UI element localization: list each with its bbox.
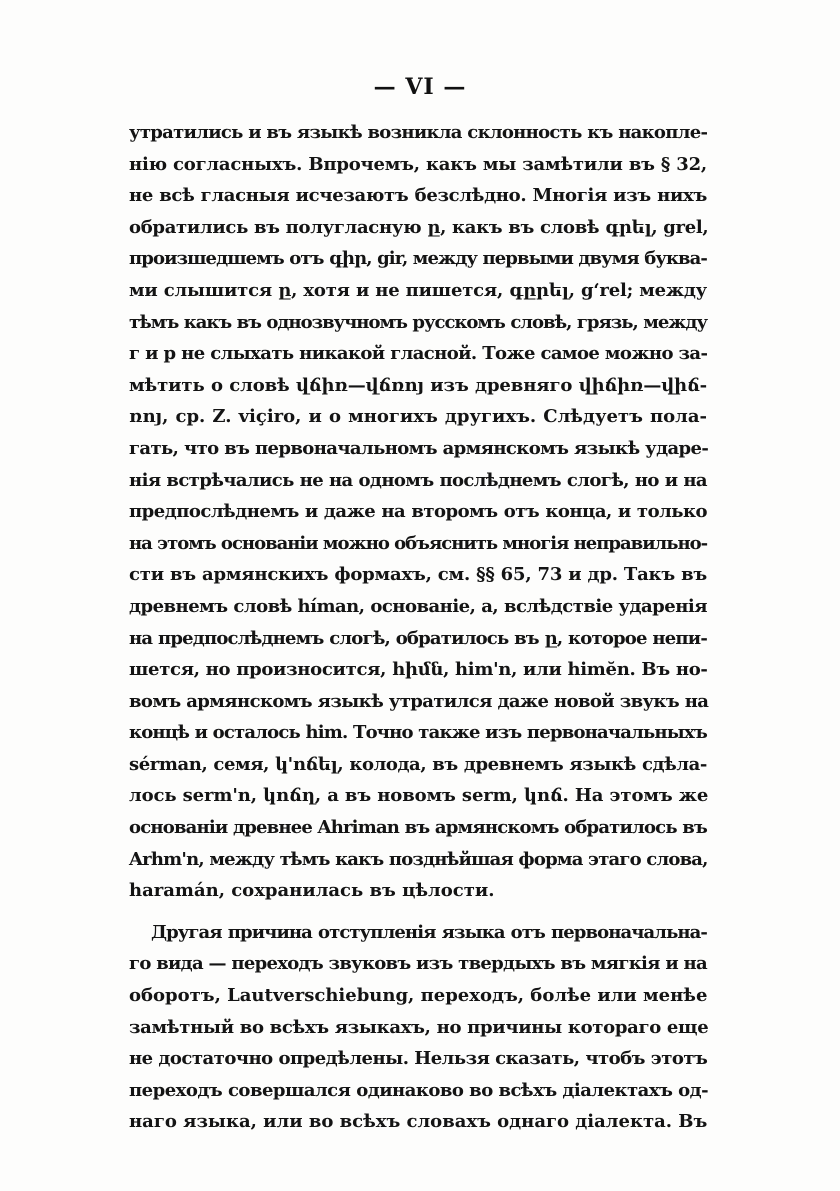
text-line: основаніи древнее Ahriman въ армянскомъ обратилось въ bbox=[129, 817, 707, 839]
paragraph-gap bbox=[129, 907, 707, 917]
text-line: haramán, сохранилась въ цѣлости. bbox=[129, 880, 495, 902]
text-line: г и р не слыхать никакой гласной. Тоже самое можно за- bbox=[129, 343, 708, 365]
text-line: переходъ совершался одинаково во всѣхъ діалектахъ од- bbox=[129, 1079, 709, 1101]
text-line: гать, что въ первоначальномъ армянскомъ языкѣ ударе- bbox=[129, 437, 709, 459]
text-line: не всѣ гласныя исчезаютъ безслѣдно. Многія изъ нихъ bbox=[129, 185, 707, 207]
paragraph bbox=[129, 117, 707, 907]
text-line: древнемъ словѣ híman, основаніе, a, вслѣдствіе ударенія bbox=[129, 595, 707, 617]
text-line: sérman, семя, կ'ոճել, колода, въ древнемъ языкѣ сдѣла- bbox=[129, 753, 707, 775]
text-line: мѣтить о словѣ վճիռ—վճռոյ изъ древняго վիճիռ—վիճ- bbox=[129, 374, 707, 396]
text-line: го вида — переходъ звуковъ изъ твердыхъ въ мягкія и на bbox=[129, 953, 707, 975]
text-line: Другая причина отступленія языка отъ первоначальна- bbox=[151, 921, 707, 943]
text-line: концѣ и осталось him. Точно также изъ первоначальныхъ bbox=[129, 722, 707, 744]
text-line: наго языка, или во всѣхъ словахъ однаго діалекта. Въ bbox=[129, 1111, 708, 1133]
text-line: лось serm'n, կոճղ, а въ новомъ serm, կոճ. На этомъ же bbox=[129, 785, 709, 807]
text-line: утратились и въ языкѣ возникла склонность къ накопле- bbox=[129, 122, 708, 143]
text-line: вомъ армянскомъ языкѣ утратился даже новой звукъ на bbox=[129, 690, 709, 712]
paragraph bbox=[129, 917, 707, 1138]
text-line: произшедшемъ отъ գիր, gir, между первыми двумя буква- bbox=[129, 248, 707, 270]
text-line: не достаточно опредѣлены. Нельзя сказать, чтобъ этотъ bbox=[129, 1048, 708, 1070]
text-line: предпослѣднемъ и даже на второмъ отъ конца, и только bbox=[129, 501, 707, 523]
page-number: — VI — bbox=[373, 74, 467, 100]
text-line: шется, но произносится, հիմն, him'n, или himĕn. Въ но- bbox=[129, 659, 708, 681]
text-line: на предпослѣднемъ слогѣ, обратилось въ ը, которое непи- bbox=[129, 627, 707, 649]
text-line: Arhm'n, между тѣмъ какъ позднѣйшая форма этаго слова, bbox=[129, 848, 708, 870]
text-line: сти въ армянскихъ формахъ, см. §§ 65, 73 и др. Такъ въ bbox=[129, 564, 707, 586]
text-line: ми слышится ը, хотя и не пишется, գըրել, gʻrel; между bbox=[129, 279, 707, 301]
text-line: нію согласныхъ. Впрочемъ, какъ мы замѣтили въ § 32, bbox=[129, 153, 707, 175]
text-line: обратились въ полугласную ը, какъ въ словѣ գրել, grel, bbox=[129, 216, 709, 238]
text-line: оборотъ, Lautverschiebung, переходъ, болѣе или менѣе bbox=[129, 985, 708, 1007]
text-line: на этомъ основаніи можно объяснить многія неправильно- bbox=[129, 532, 708, 554]
body-text bbox=[129, 117, 707, 1138]
text-line: тѣмъ какъ въ однозвучномъ русскомъ словѣ, грязь, между bbox=[129, 311, 707, 333]
text-line: ռոյ, ср. Z. viçiro, и о многихъ другихъ. Слѣдуетъ пола- bbox=[129, 406, 707, 428]
text-line: замѣтный во всѣхъ языкахъ, но причины котораго еще bbox=[129, 1016, 709, 1038]
text-line: нія встрѣчались не на одномъ послѣднемъ слогѣ, но и на bbox=[129, 469, 707, 491]
